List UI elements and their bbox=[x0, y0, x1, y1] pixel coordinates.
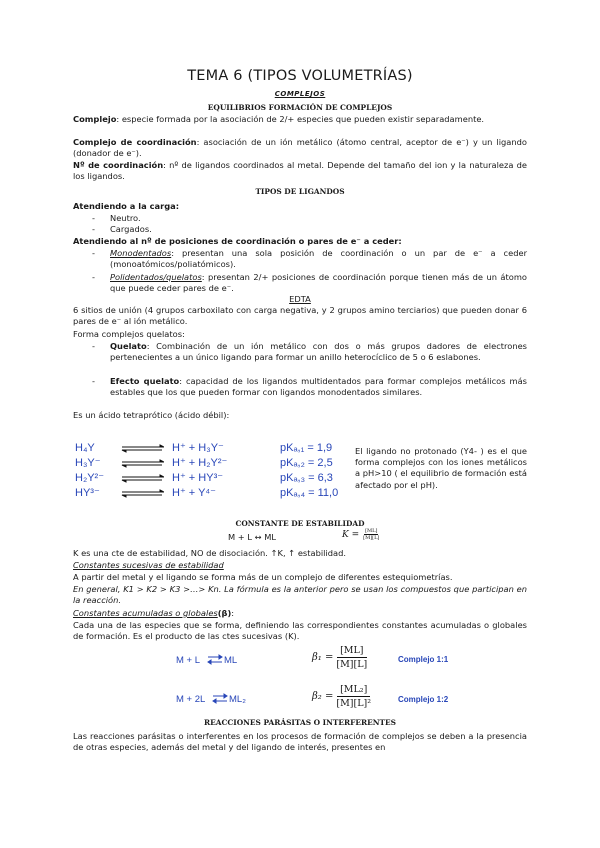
beta1-formula bbox=[312, 644, 367, 671]
reaction-ml: M + L ↔ ML bbox=[228, 532, 277, 542]
beta2-denominator: [M][L]² bbox=[336, 698, 372, 709]
efecto-quelato-item bbox=[110, 376, 527, 398]
quelatos-intro: Forma complejos quelatos: bbox=[73, 329, 185, 339]
sucesivas-heading: Constantes sucesivas de estabilidad bbox=[73, 560, 224, 570]
beta2-formula bbox=[312, 683, 371, 710]
beta2-numerator: [ML₂] bbox=[337, 683, 370, 697]
general-text: En general, K1 > K2 > K3 >…> Kn. La fórmula es la anterior pero se usan los compuestos que participan en la reacción. bbox=[73, 584, 527, 606]
section-tipos: TIPOS DE LIGANDOS bbox=[255, 187, 345, 196]
term-efecto-quelato: Efecto quelato bbox=[110, 376, 180, 386]
quelato-text: : Combinación de un ión metálico con dos o más grupos dadores de electrones pertenecientes a un único ligando para formar un anillo heterocíclico de 5 o 6 eslabones. bbox=[110, 341, 527, 363]
k-fraction bbox=[363, 528, 379, 541]
equilibrium-pka: pKₐ,₂ = 2,5 bbox=[280, 457, 333, 469]
page-title: TEMA 6 (TIPOS VOLUMETRÍAS) bbox=[187, 68, 413, 84]
equilibrium-arrows-icon bbox=[120, 442, 164, 502]
k-denominator: [M][L] bbox=[363, 535, 380, 541]
definition-complejo bbox=[73, 114, 527, 125]
edta-text: 6 sitios de unión (4 grupos carboxilato con carga negativa, y 2 grupos amino terciarios) que pueden donar 6 pares de e⁻ al ión metálico. bbox=[73, 305, 527, 327]
equilibrium-pka: pKₐ,₁ = 1,9 bbox=[280, 442, 333, 454]
polidentados-item bbox=[110, 272, 527, 294]
bullet-dash: - bbox=[92, 248, 95, 258]
equilibrium-pka: pKₐ,₃ = 6,3 bbox=[280, 472, 333, 484]
beta1-lhs: β₁ = bbox=[312, 652, 334, 663]
carga-item: Neutro. bbox=[110, 213, 141, 223]
monodentados-item bbox=[110, 248, 527, 270]
bullet-dash: - bbox=[92, 376, 95, 386]
equilibrium-left: H₄Y bbox=[75, 442, 95, 454]
complejo-label: Complejo 1:1 bbox=[398, 655, 449, 664]
term-coordinacion: Complejo de coordinación bbox=[73, 137, 197, 147]
equilibrium-right: H⁺ + H₃Y⁻ bbox=[172, 442, 224, 454]
beta-reaction-right: ML bbox=[224, 655, 238, 666]
equilibrium-arrows-icon bbox=[207, 654, 223, 666]
edta-heading: EDTA bbox=[289, 294, 311, 304]
equilibrium-right: H⁺ + H₂Y²⁻ bbox=[172, 457, 228, 469]
bullet-dash: - bbox=[92, 224, 95, 234]
equilibrium-left: HY³⁻ bbox=[75, 487, 100, 499]
quelato-item bbox=[110, 341, 527, 363]
definition-coordinacion bbox=[73, 137, 527, 159]
carga-item: Cargados. bbox=[110, 224, 152, 234]
term-complejo: Complejo bbox=[73, 114, 117, 124]
term-numero: Nº de coordinación bbox=[73, 160, 164, 170]
beta-reaction-right: ML₂ bbox=[229, 694, 246, 705]
polidentados-text: : presentan 2/+ posiciones de coordinación porque tienen más de un átomo que puede ceder pares de e⁻. bbox=[110, 272, 527, 294]
section-equilibrios: EQUILIBRIOS FORMACIÓN DE COMPLEJOS bbox=[207, 103, 393, 112]
beta2-fraction bbox=[336, 683, 371, 710]
acumuladas-heading: Constantes acumuladas o globales bbox=[73, 608, 218, 618]
ligando-note: El ligando no protonado (Y4- ) es el que forma complejos con los iones metálicos a pH>10 ( el equilibrio de formación está afectado por el pH). bbox=[355, 446, 527, 490]
bullet-dash: - bbox=[92, 272, 95, 282]
bullet-dash: - bbox=[92, 341, 95, 351]
equilibrium-arrows-icon bbox=[212, 693, 228, 705]
carga-heading: Atendiendo a la carga: bbox=[73, 201, 180, 211]
acido-text: Es un ácido tetraprótico (ácido débil): bbox=[73, 410, 230, 420]
acumuladas-text: Cada una de las especies que se forma, definiendo las correspondientes constantes acumuladas o globales de formación. Es el producto de las ctes sucesivas (K). bbox=[73, 620, 527, 642]
term-monodentados: Monodentados bbox=[110, 248, 172, 258]
equilibrium-left: H₂Y²⁻ bbox=[75, 472, 105, 484]
equilibrium-pka: pKₐ,₄ = 11,0 bbox=[280, 487, 339, 499]
equilibrium-left: H₃Y⁻ bbox=[75, 457, 101, 469]
definition-numero bbox=[73, 160, 527, 182]
page-subtitle: COMPLEJOS bbox=[274, 90, 326, 98]
definition-coordinacion-text: : asociación de un ión metálico (átomo central, aceptor de e⁻) y un ligando (donador de e⁻). bbox=[73, 137, 527, 159]
k-lhs: K = bbox=[342, 529, 360, 540]
beta-symbol: (β) bbox=[217, 608, 232, 618]
beta1-denominator: [M][L] bbox=[336, 659, 368, 670]
beta-reaction-left: M + L bbox=[176, 655, 201, 666]
reacciones-text: Las reacciones parásitas o interferentes en los procesos de formación de complejos se deben a la presencia de otras especies, además del metal y del ligando de interés, presentes en bbox=[73, 731, 527, 753]
term-quelato: Quelato bbox=[110, 341, 147, 351]
definition-complejo-text: : especie formada por la asociación de 2/+ especies que pueden existir separadamente. bbox=[116, 114, 485, 124]
beta1-fraction bbox=[336, 644, 367, 671]
acumuladas-heading-line bbox=[73, 608, 234, 618]
k-numerator: [ML] bbox=[365, 528, 378, 534]
section-constante: CONSTANTE DE ESTABILIDAD bbox=[235, 519, 365, 528]
posiciones-heading: Atendiendo al nº de posiciones de coordinación o pares de e⁻ a ceder: bbox=[73, 236, 402, 246]
monodentados-text: : presentan una sola posición de coordinación o un par de e⁻ a ceder (monoatómicos/poliatómicos). bbox=[110, 248, 527, 270]
equilibrium-right: H⁺ + Y⁴⁻ bbox=[172, 487, 216, 499]
sucesivas-text: A partir del metal y el ligando se forma más de un complejo de diferentes estequiometrías. bbox=[73, 572, 453, 582]
beta2-lhs: β₂ = bbox=[312, 691, 334, 702]
definition-numero-text: : nº de ligandos coordinados al metal. Depende del tamaño del ion y la naturaleza de los ligandos. bbox=[73, 160, 527, 182]
k-description: K es una cte de estabilidad, NO de disociación. ↑K, ↑ estabilidad. bbox=[73, 548, 347, 558]
section-reacciones: REACCIONES PARÁSITAS O INTERFERENTES bbox=[203, 718, 396, 727]
k-formula bbox=[342, 528, 379, 541]
acumuladas-colon: : bbox=[231, 608, 235, 618]
efecto-quelato-text: : capacidad de los ligandos multidentados para formar complejos metálicos más estables que los que pueden formar con ligandos monodentados similares. bbox=[110, 376, 527, 398]
term-polidentados: Polidentados/quelatos bbox=[110, 272, 202, 282]
bullet-dash: - bbox=[92, 213, 95, 223]
equilibrium-right: H⁺ + HY³⁻ bbox=[172, 472, 224, 484]
beta-reaction-left: M + 2L bbox=[176, 694, 206, 705]
beta1-numerator: [ML] bbox=[337, 644, 366, 658]
complejo-label: Complejo 1:2 bbox=[398, 695, 449, 704]
